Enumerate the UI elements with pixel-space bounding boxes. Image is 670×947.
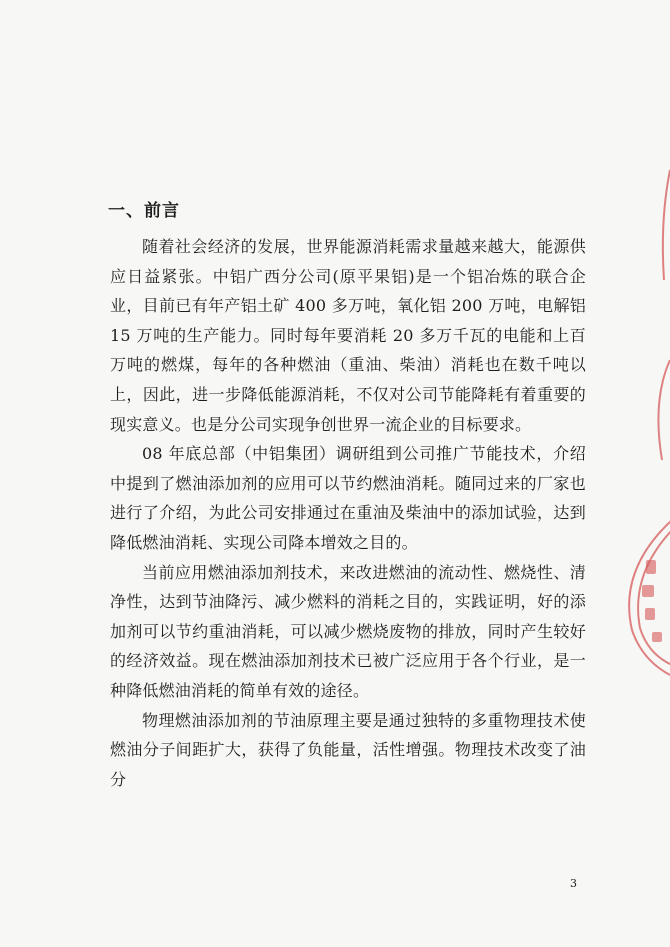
seal-icon [612,160,670,700]
paragraph-4: 物理燃油添加剂的节油原理主要是通过独特的多重物理技术使燃油分子间距扩大，获得了负能量，活性增强。物理技术改变了油分 [110,710,586,789]
seal-stamp-edge [612,160,670,700]
body-text [110,232,586,794]
paragraph-1: 随着社会经济的发展，世界能源消耗需求量越来越大，能源供应日益紧张。中铝广西分公司(原平果铝)是一个铝冶炼的联合企业，目前已有年产铝土矿 400 多万吨，氧化铝 200 万吨，电解铝 15 万吨的生产能力。同时每年要消耗 20 多万千瓦的电能和上百万吨的燃煤，每年的各种燃油（重油、柴油）消耗也在数千吨以上，因此，进一步降低能源消耗，不仅对公司节能降耗有着重要的现实意义。也是分公司实现争创世界一流企业的目标要求。 [110,237,586,434]
section-title: 一、前言 [108,201,180,221]
paragraph-3: 当前应用燃油添加剂技术，来改进燃油的流动性、燃烧性、清净性，达到节油降污、减少燃料的消耗之目的，实践证明，好的添加剂可以节约重油消耗，可以减少燃烧废物的排放，同时产生较好的经济效益。现在燃油添加剂技术已被广泛应用于各个行业，是一种降低燃油消耗的简单有效的途径。 [110,562,586,700]
paragraph-2: 08 年底总部（中铝集团）调研组到公司推广节能技术，介绍中提到了燃油添加剂的应用可以节约燃油消耗。随同过来的厂家也进行了介绍，为此公司安排通过在重油及柴油中的添加试验，达到降低燃油消耗、实现公司降本增效之目的。 [110,444,586,552]
page-number: 3 [570,877,577,890]
